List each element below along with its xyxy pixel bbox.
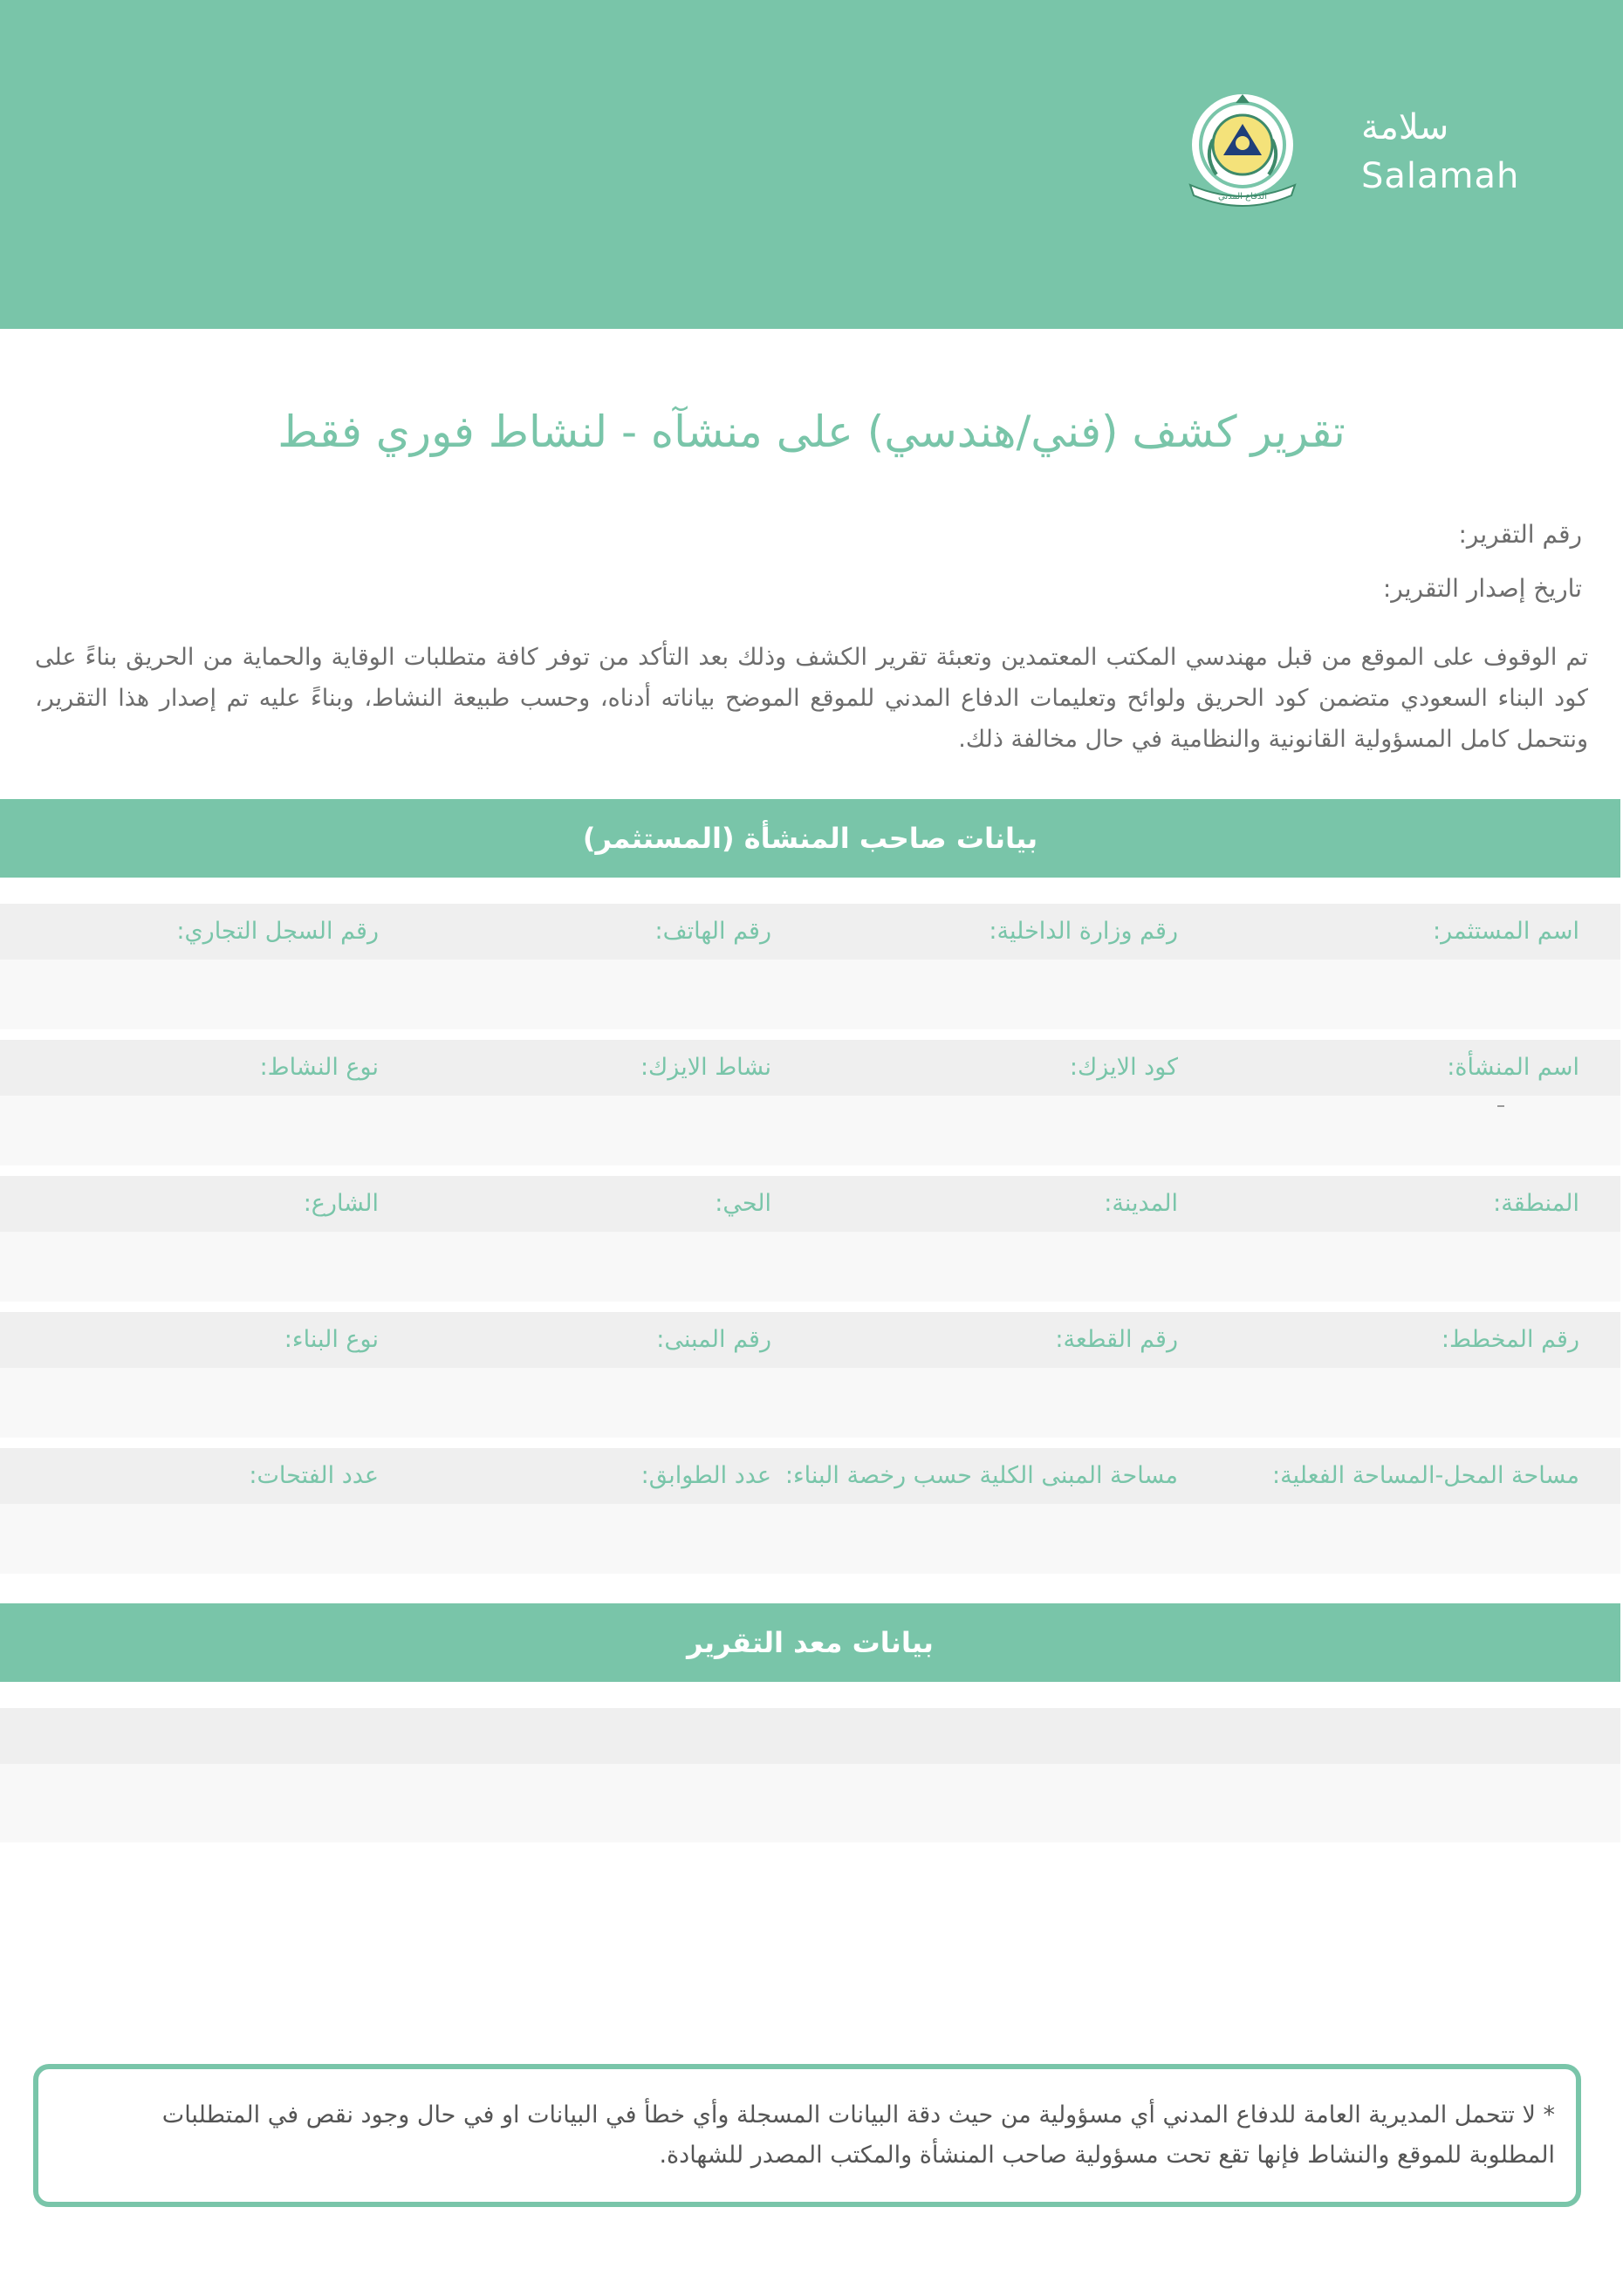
page-header (0, 0, 1623, 329)
value-dash (1497, 1105, 1504, 1107)
brand-arabic: سلامة (1361, 107, 1449, 147)
disclaimer-box (33, 2064, 1581, 2207)
document-title: تقرير كشف (فني/هندسي) على منشآه - لنشاط فوري فقط (277, 407, 1346, 457)
district-label: الحي: (715, 1190, 771, 1217)
plot-number-label: رقم القطعة: (1055, 1326, 1178, 1353)
owner-row-4-values (0, 1368, 1620, 1438)
preparer-section-header: بيانات معد التقرير (0, 1603, 1620, 1682)
moi-number-label: رقم وزارة الداخلية: (989, 918, 1178, 945)
owner-row-4-labels (0, 1312, 1620, 1368)
civil-defense-emblem (1178, 87, 1307, 216)
floors-count-label: عدد الطوابق: (640, 1462, 771, 1489)
construction-type-label: نوع البناء: (284, 1326, 379, 1353)
activity-type-label: نوع النشاط: (259, 1054, 379, 1081)
building-number-label: رقم المبنى: (656, 1326, 771, 1353)
owner-row-2-labels (0, 1040, 1620, 1096)
street-label: الشارع: (303, 1190, 379, 1217)
investor-name-label: اسم المستثمر: (1433, 918, 1579, 945)
phone-number-label: رقم الهاتف: (654, 918, 771, 945)
owner-row-5-labels (0, 1448, 1620, 1504)
owner-row-3-values (0, 1232, 1620, 1302)
owner-row-3-labels (0, 1176, 1620, 1232)
preparer-row-labels (0, 1708, 1620, 1764)
openings-count-label: عدد الفتحات: (249, 1462, 379, 1489)
brand-english: Salamah (1361, 156, 1520, 196)
plan-number-label: رقم المخطط: (1441, 1326, 1579, 1353)
owner-row-1-values (0, 960, 1620, 1029)
owner-row-1-labels (0, 904, 1620, 960)
shop-area-label: مساحة المحل-المساحة الفعلية: (1272, 1462, 1579, 1489)
report-number-label: رقم التقرير: (1458, 520, 1582, 549)
owner-section-header: بيانات صاحب المنشأة (المستثمر) (0, 799, 1620, 878)
isic-code-label: كود الايزك: (1069, 1054, 1178, 1081)
commercial-register-label: رقم السجل التجاري: (176, 918, 379, 945)
disclaimer-text: * لا تتحمل المديرية العامة للدفاع المدني أي مسؤولية من حيث دقة البيانات المسجلة وأي خطأ في البيانات او في حال وجود نقص في المتطلبات المطلوبة للموقع والنشاط فإنها تقع تحت مسؤولية صاحب المنشأة والمكتب المصدر للشهادة. (161, 2101, 1555, 2169)
issue-date-label: تاريخ إصدار التقرير: (1382, 574, 1582, 603)
owner-row-2-values (0, 1096, 1620, 1165)
owner-row-5-values (0, 1504, 1620, 1574)
city-label: المدينة: (1104, 1190, 1178, 1217)
facility-name-label: اسم المنشأة: (1447, 1054, 1579, 1081)
region-label: المنطقة: (1493, 1190, 1579, 1217)
brand-logo-text (1361, 103, 1571, 201)
isic-activity-label: نشاط الايزك: (640, 1054, 771, 1081)
intro-paragraph: تم الوقوف على الموقع من قبل مهندسي المكتب المعتمدين وتعبئة تقرير الكشف وذلك بعد التأكد من توفر كافة متطلبات الوقاية والحماية من الحريق بناءً على كود البناء السعودي متضمن كود الحريق ولوائح وتعليمات الدفاع المدني للموقع الموضح بياناته أدناه، وحسب طبيعة النشاط، وبناءً عليه تم إصدار هذا التقرير، ونتحمل كامل المسؤولية القانونية والنظامية في حال مخالفة ذلك. (35, 644, 1588, 753)
building-total-area-label: مساحة المبنى الكلية حسب رخصة البناء: (784, 1462, 1178, 1489)
svg-text:الدفاع المدني: الدفاع المدني (1217, 192, 1268, 202)
preparer-row-values (0, 1764, 1620, 1842)
